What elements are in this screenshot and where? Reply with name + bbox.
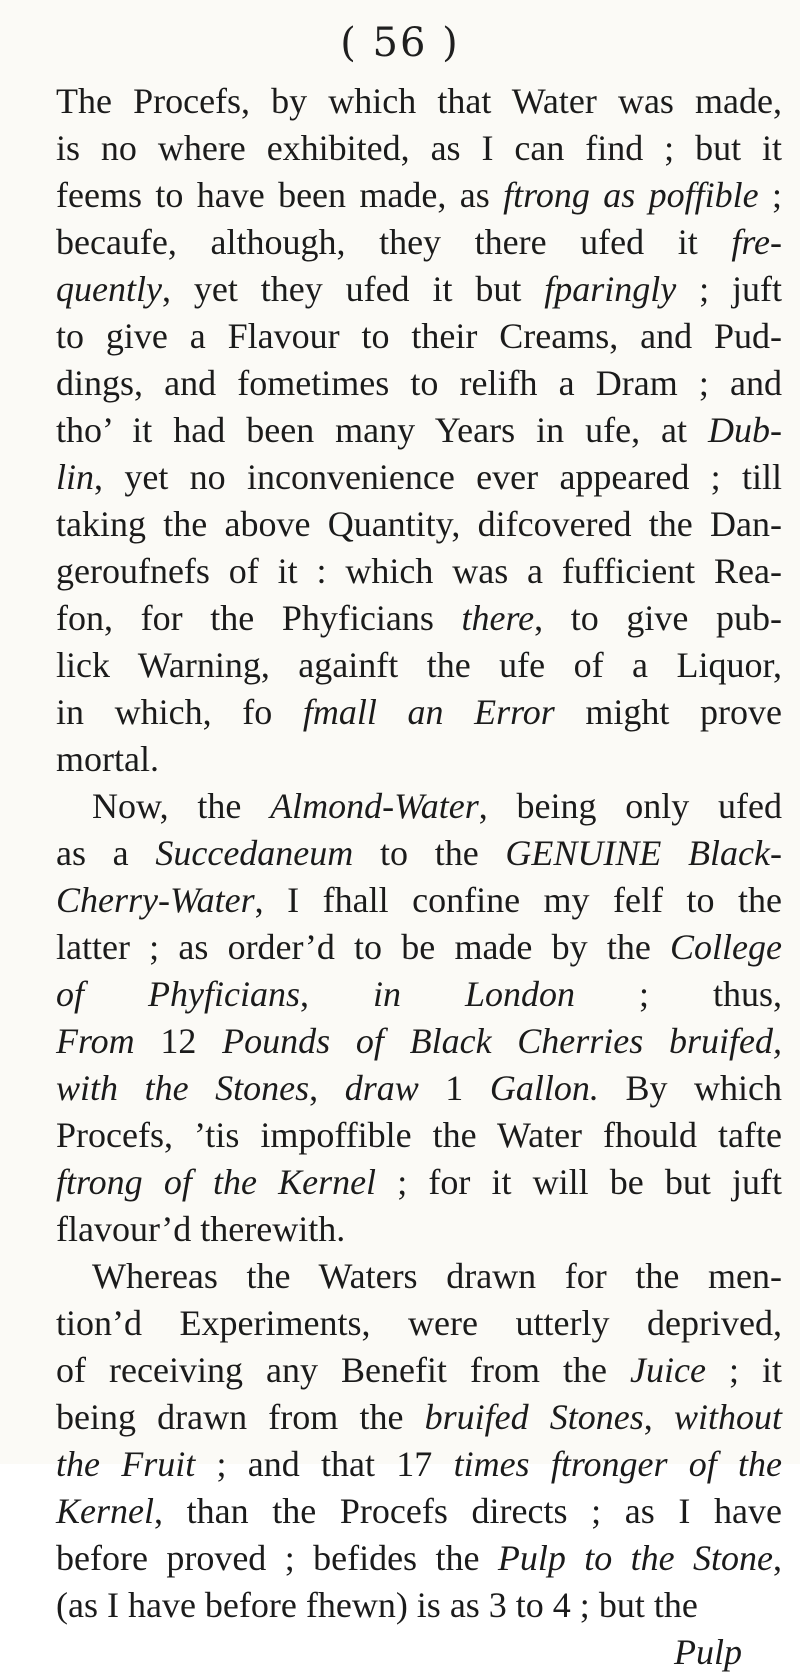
italic-text: fparingly <box>544 269 677 309</box>
roman-text: taking the above Quantity, difcovered the Dan- <box>56 504 782 544</box>
italic-text: fre- <box>731 222 782 262</box>
roman-text: might prove <box>554 692 782 732</box>
italic-text: Almond-Water <box>270 786 479 826</box>
text-line <box>56 830 782 877</box>
italic-text: ftrong of the Kernel <box>56 1162 377 1202</box>
text-line <box>56 125 782 172</box>
italic-text: Pulp to the Stone <box>497 1538 773 1578</box>
roman-text: tion’d Experiments, were utterly deprived, <box>56 1303 782 1343</box>
roman-text: , to give pub- <box>534 598 782 638</box>
catchword: Pulp <box>674 1632 742 1672</box>
italic-text: Cherry-Water <box>56 880 255 920</box>
italic-text: Dub- <box>708 410 782 450</box>
roman-text: , yet no inconvenience ever appeared ; till <box>94 457 782 497</box>
roman-text: to give a Flavour to their Creams, and Pud- <box>56 316 782 356</box>
text-line <box>56 172 782 219</box>
text-line <box>56 454 782 501</box>
text-line <box>56 1112 782 1159</box>
roman-text: mortal. <box>56 739 159 779</box>
text-line <box>56 360 782 407</box>
roman-text: becaufe, although, they there ufed it <box>56 222 732 262</box>
roman-text: before proved ; befides the <box>56 1538 498 1578</box>
roman-text: geroufnefs of it : which was a fufficient Rea- <box>56 551 782 591</box>
italic-text: there <box>461 598 535 638</box>
page-number: ( 56 ) <box>340 20 460 66</box>
roman-text: 12 <box>134 1021 223 1061</box>
roman-text: feems to have been made, as <box>56 175 504 215</box>
italic-text: Succedaneum <box>155 833 354 873</box>
roman-text: latter ; as order’d to be made by the <box>56 927 671 967</box>
text-line <box>56 689 782 736</box>
text-line <box>56 1018 782 1065</box>
roman-text: ; <box>758 175 782 215</box>
roman-text: as a <box>56 833 156 873</box>
text-line <box>56 219 782 266</box>
text-line <box>56 736 782 783</box>
text-line <box>56 1488 782 1535</box>
roman-text: is no where exhibited, as I can find ; but it <box>56 128 782 168</box>
text-line <box>56 783 782 830</box>
roman-text: Now, the <box>92 786 271 826</box>
text-line <box>56 501 782 548</box>
text-line <box>56 877 782 924</box>
italic-text: ftrong as poffible <box>503 175 759 215</box>
roman-text: Whereas the Waters drawn for the men- <box>92 1256 782 1296</box>
roman-text: , <box>299 974 373 1014</box>
roman-text: By which <box>598 1068 783 1108</box>
italic-text: draw <box>344 1068 419 1108</box>
text-line <box>56 1206 782 1253</box>
text-line <box>56 595 782 642</box>
italic-text: of Phyficians <box>56 974 300 1014</box>
text-line <box>56 78 782 125</box>
roman-text: flavour’d therewith. <box>56 1209 346 1249</box>
body-text <box>56 78 782 1676</box>
roman-text: , being only ufed <box>478 786 782 826</box>
roman-text: ; and that 17 <box>195 1444 454 1484</box>
text-line <box>56 1441 782 1488</box>
italic-text: College <box>670 927 782 967</box>
roman-text: of receiving any Benefit from the <box>56 1350 630 1390</box>
italic-text: bruifed Stones <box>424 1397 644 1437</box>
italic-text: with the Stones <box>56 1068 310 1108</box>
roman-text: 1 <box>418 1068 490 1108</box>
italic-text: From <box>56 1021 135 1061</box>
roman-text: ; thus, <box>575 974 783 1014</box>
italic-text: Kernel <box>56 1491 154 1531</box>
italic-text: Juice <box>629 1350 706 1390</box>
text-line <box>56 266 782 313</box>
text-line <box>56 1394 782 1441</box>
italic-text: Pounds of Black Cherries bruifed, <box>222 1021 783 1061</box>
italic-text: fmall an Error <box>302 692 555 732</box>
italic-text: without <box>673 1397 783 1437</box>
roman-text: tho’ it had been many Years in ufe, at <box>56 410 708 450</box>
roman-text: , <box>309 1068 345 1108</box>
roman-text: , I fhall confine my felf to the <box>254 880 782 920</box>
roman-text: , yet they ufed it but <box>161 269 545 309</box>
text-line <box>56 1065 782 1112</box>
roman-text: The Procefs, by which that Water was made, <box>56 81 782 121</box>
roman-text: , <box>773 1538 782 1578</box>
roman-text: to the <box>353 833 506 873</box>
text-line <box>56 971 782 1018</box>
text-line <box>56 313 782 360</box>
roman-text: dings, and fometimes to relifh a Dram ; and <box>56 363 782 403</box>
text-line <box>56 1159 782 1206</box>
italic-text: Gallon. <box>489 1068 599 1108</box>
roman-text: being drawn from the <box>56 1397 425 1437</box>
roman-text: Procefs, ’tis impoffible the Water fhould tafte <box>56 1115 782 1155</box>
roman-text: , <box>643 1397 674 1437</box>
text-line <box>56 548 782 595</box>
roman-text: in which, fo <box>56 692 303 732</box>
roman-text: ; juft <box>676 269 783 309</box>
roman-text: lick Warning, againft the ufe of a Liquor, <box>56 645 782 685</box>
italic-text: the Fruit <box>56 1444 196 1484</box>
text-line <box>56 1347 782 1394</box>
italic-text: in London <box>372 974 575 1014</box>
text-line <box>56 1582 782 1629</box>
text-line <box>56 642 782 689</box>
roman-text: ; for it will be but juft <box>376 1162 782 1202</box>
italic-text: GENUINE Black- <box>505 833 782 873</box>
roman-text: , than the Procefs directs ; as I have <box>153 1491 782 1531</box>
roman-text: (as I have before fhewn) is as 3 to 4 ; but the <box>56 1585 698 1625</box>
text-line <box>56 924 782 971</box>
text-line <box>56 1300 782 1347</box>
text-line <box>56 407 782 454</box>
text-line <box>56 1535 782 1582</box>
roman-text: ; it <box>705 1350 782 1390</box>
italic-text: quently <box>56 269 162 309</box>
text-line <box>56 1253 782 1300</box>
italic-text: times ftronger of the <box>453 1444 783 1484</box>
italic-text: lin <box>56 457 95 497</box>
roman-text: fon, for the Phyficians <box>56 598 462 638</box>
